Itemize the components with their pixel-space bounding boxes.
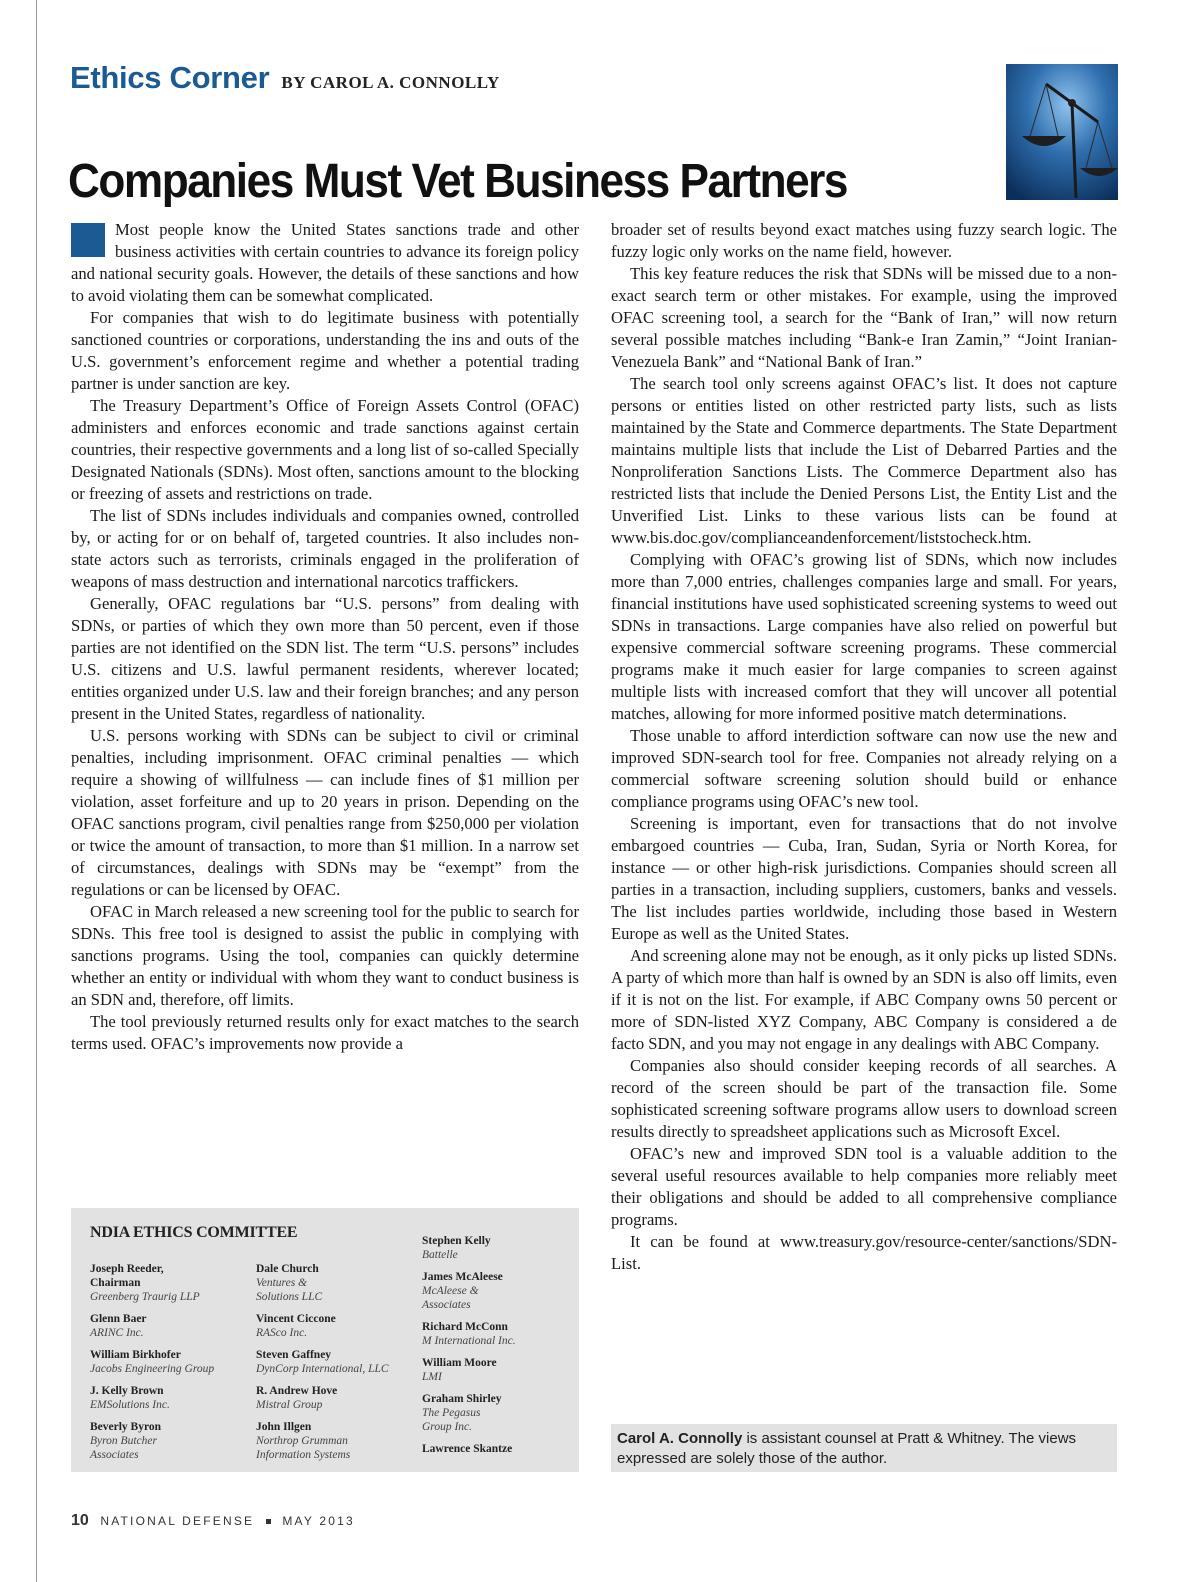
committee-member — [256, 1312, 416, 1340]
member-name: Lawrence Skantze — [422, 1443, 513, 1455]
paragraph: And screening alone may not be enough, as it only picks up listed SDNs. A party of which more than half is owned by an SDN is also off limits, even if it is not on the list. For example, if ABC Company owns 50 percent or more of SDN-listed XYZ Company, ABC Company is considered a de facto SDN, and you may not engage in any dealings with ABC Company. — [611, 946, 1117, 1053]
separator-square-icon — [266, 1519, 271, 1524]
paragraph: The Treasury Department’s Office of Foreign Assets Control (OFAC) administers and enforces economic and trade sanctions against certain countries, their respective governments and a long list of so-called Specially Designated Nationals (SDNs). Most often, sanctions amount to the blocking or freezing of assets and restrictions on trade. — [71, 396, 579, 503]
member-organization: DynCorp International, LLC — [256, 1363, 389, 1375]
committee-member — [90, 1262, 250, 1304]
ethics-committee-box — [71, 1208, 579, 1472]
member-name: Vincent Ciccone — [256, 1313, 336, 1325]
member-organization: M International Inc. — [422, 1335, 516, 1347]
member-name: Steven Gaffney — [256, 1349, 332, 1361]
issue-date: MAY 2013 — [282, 1514, 355, 1528]
member-organization: LMI — [422, 1371, 442, 1383]
member-name: Dale Church — [256, 1263, 319, 1275]
dropcap-square — [71, 223, 105, 257]
member-organization: EMSolutions Inc. — [90, 1399, 170, 1411]
committee-column — [422, 1234, 572, 1464]
committee-member — [422, 1320, 572, 1348]
paragraph: The search tool only screens against OFAC’s list. It does not capture persons or entities listed on other restricted party lists, such as lists maintained by the State and Commerce departments. The State Department maintains multiple lists that include the List of Debarred Parties and the Nonproliferation Sanctions Lists. The Commerce Department also has restricted lists that include the Denied Persons List, the Entity List and the Unverified List. Links to these various lists can be found at www.bis.doc.gov/complianceandenforcement/liststocheck.htm. — [611, 374, 1117, 547]
committee-member — [422, 1270, 572, 1312]
member-organization: Battelle — [422, 1249, 458, 1261]
page-footer — [71, 1512, 355, 1530]
page-number: 10 — [71, 1512, 89, 1529]
member-name: Beverly Byron — [90, 1421, 162, 1433]
paragraph: broader set of results beyond exact matches using fuzzy search logic. The fuzzy logic only works on the name field, however. — [611, 220, 1117, 261]
member-name: James McAleese — [422, 1271, 503, 1283]
member-name: R. Andrew Hove — [256, 1385, 338, 1397]
member-name: Stephen Kelly — [422, 1235, 491, 1247]
scales-of-justice-icon — [1006, 64, 1118, 200]
member-name: Richard McConn — [422, 1321, 508, 1333]
member-name: Glenn Baer — [90, 1313, 147, 1325]
committee-member — [256, 1348, 416, 1376]
author-bio — [611, 1424, 1117, 1472]
paragraph: Those unable to afford interdiction software can now use the new and improved SDN-search tool for free. Companies not already relying on a commercial software screening solution should build or enhance compliance programs using OFAC’s new tool. — [611, 726, 1117, 811]
committee-member — [90, 1420, 250, 1462]
member-organization: The Pegasus Group Inc. — [422, 1407, 481, 1433]
member-name: Graham Shirley — [422, 1393, 502, 1405]
member-organization: Northrop Grumman Information Systems — [256, 1435, 351, 1461]
bio-text: is assistant counsel at Pratt & Whitney. The views expressed are solely those of the author. — [617, 1430, 1077, 1467]
member-organization: Greenberg Traurig LLP — [90, 1291, 200, 1303]
committee-member — [90, 1312, 250, 1340]
byline: BY CAROL A. CONNOLLY — [281, 73, 500, 92]
committee-member — [422, 1442, 572, 1456]
section-title: Ethics Corner — [70, 60, 270, 95]
member-name: J. Kelly Brown — [90, 1385, 164, 1397]
paragraph: OFAC’s new and improved SDN tool is a valuable addition to the several useful resources available to help companies more reliably meet their obligations and should be added to all comprehensive compliance programs. — [611, 1144, 1117, 1229]
bio-author-name: Carol A. Connolly — [617, 1430, 743, 1447]
paragraph: OFAC in March released a new screening tool for the public to search for SDNs. This free tool is designed to assist the public in complying with sanctions programs. Using the tool, companies can quickly determine whether an entity or individual with whom they want to conduct business is an SDN and, therefore, off limits. — [71, 902, 579, 1009]
section-header — [70, 60, 500, 96]
committee-member — [256, 1420, 416, 1462]
paragraph: It can be found at www.treasury.gov/resource-center/sanctions/SDN-List. — [611, 1232, 1117, 1273]
member-name: William Birkhofer — [90, 1349, 181, 1361]
member-name: John Illgen — [256, 1421, 312, 1433]
member-organization: RASco Inc. — [256, 1327, 308, 1339]
publication-name: NATIONAL DEFENSE — [100, 1514, 255, 1528]
committee-member — [256, 1262, 416, 1304]
headline: Companies Must Vet Business Partners — [68, 155, 847, 208]
committee-member — [422, 1392, 572, 1434]
paragraph: Companies also should consider keeping records of all searches. A record of the screen should be part of the transaction file. Some sophisticated screening software programs allow users to download screen results directly to spreadsheet applications such as Microsoft Excel. — [611, 1056, 1117, 1141]
paragraph: U.S. persons working with SDNs can be subject to civil or criminal penalties, including imprisonment. OFAC criminal penalties — which require a showing of willfulness — can include fines of $1 million per violation, asset forfeiture and up to 20 years in prison. Depending on the OFAC sanctions program, civil penalties range from $250,000 per violation or twice the amount of transaction, to more than $1 million. In a narrow set of circumstances, dealings with SDNs may be “exempt” from the regulations or can be licensed by OFAC. — [71, 726, 579, 899]
committee-column — [90, 1262, 250, 1470]
committee-member — [256, 1384, 416, 1412]
committee-member — [422, 1356, 572, 1384]
committee-member — [422, 1234, 572, 1262]
member-organization: Byron Butcher Associates — [90, 1435, 157, 1461]
member-organization: Jacobs Engineering Group — [90, 1363, 215, 1375]
paragraph: For companies that wish to do legitimate business with potentially sanctioned countries or corporations, understanding the ins and outs of the U.S. government’s enforcement regime and whether a potential trading partner is under sanction are key. — [71, 308, 579, 393]
member-organization: Mistral Group — [256, 1399, 323, 1411]
member-name: William Moore — [422, 1357, 497, 1369]
paragraph: Screening is important, even for transactions that do not involve embargoed countries — Cuba, Iran, Sudan, Syria or North Korea, for instance — or other high-risk jurisdictions. Companies should screen all parties in a transaction, including suppliers, customers, banks and vessels. The list includes parties worldwide, including those based in Western Europe as well as the United States. — [611, 814, 1117, 943]
member-name: Joseph Reeder, Chairman — [90, 1263, 164, 1289]
article-column-right — [611, 219, 1117, 1275]
paragraph: Generally, OFAC regulations bar “U.S. persons” from dealing with SDNs, or parties of which they own more than 50 percent, even if those parties are not identified on the SDN list. The term “U.S. persons” includes U.S. citizens and U.S. lawful permanent residents, wherever located; entities organized under U.S. law and their foreign branches; and any person present in the United States, regardless of nationality. — [71, 594, 579, 723]
committee-column — [256, 1262, 416, 1470]
member-organization: ARINC Inc. — [90, 1327, 144, 1339]
member-organization: Ventures & Solutions LLC — [256, 1277, 323, 1303]
paragraph: The tool previously returned results only for exact matches to the search terms used. OFAC’s improvements now provide a — [71, 1012, 579, 1053]
paragraph: Complying with OFAC’s growing list of SDNs, which now includes more than 7,000 entries, challenges companies large and small. For years, financial institutions have used sophisticated screening systems to weed out SDNs in transactions. Large companies have also relied on powerful but expensive commercial software screening programs. These commercial programs make it much easier for large companies to screen against multiple lists with increased comfort that they will uncover all potential matches, allowing for more informed positive match determinations. — [611, 550, 1117, 723]
member-organization: McAleese & Associates — [422, 1285, 479, 1311]
paragraph: The list of SDNs includes individuals and companies owned, controlled by, or acting for or on behalf of, targeted countries. It also includes non-state actors such as terrorists, criminals engaged in the proliferation of weapons of mass destruction and international narcotics traffickers. — [71, 506, 579, 591]
page-margin-rule — [36, 0, 37, 1582]
article-column-left — [71, 219, 579, 1055]
committee-member — [90, 1348, 250, 1376]
committee-member — [90, 1384, 250, 1412]
paragraph: Most people know the United States sanctions trade and other business activities with certain countries to advance its foreign policy and national security goals. However, the details of these sanctions and how to avoid violating them can be somewhat complicated. — [71, 220, 579, 305]
committee-title: NDIA ETHICS COMMITTEE — [90, 1224, 298, 1241]
paragraph: This key feature reduces the risk that SDNs will be missed due to a non-exact search term or other mistakes. For example, using the improved OFAC screening tool, a search for the “Bank of Iran,” will now return several possible matches including “Bank-e Iran Zamin,” “Joint Iranian-Venezuela Bank” and “National Bank of Iran.” — [611, 264, 1117, 371]
